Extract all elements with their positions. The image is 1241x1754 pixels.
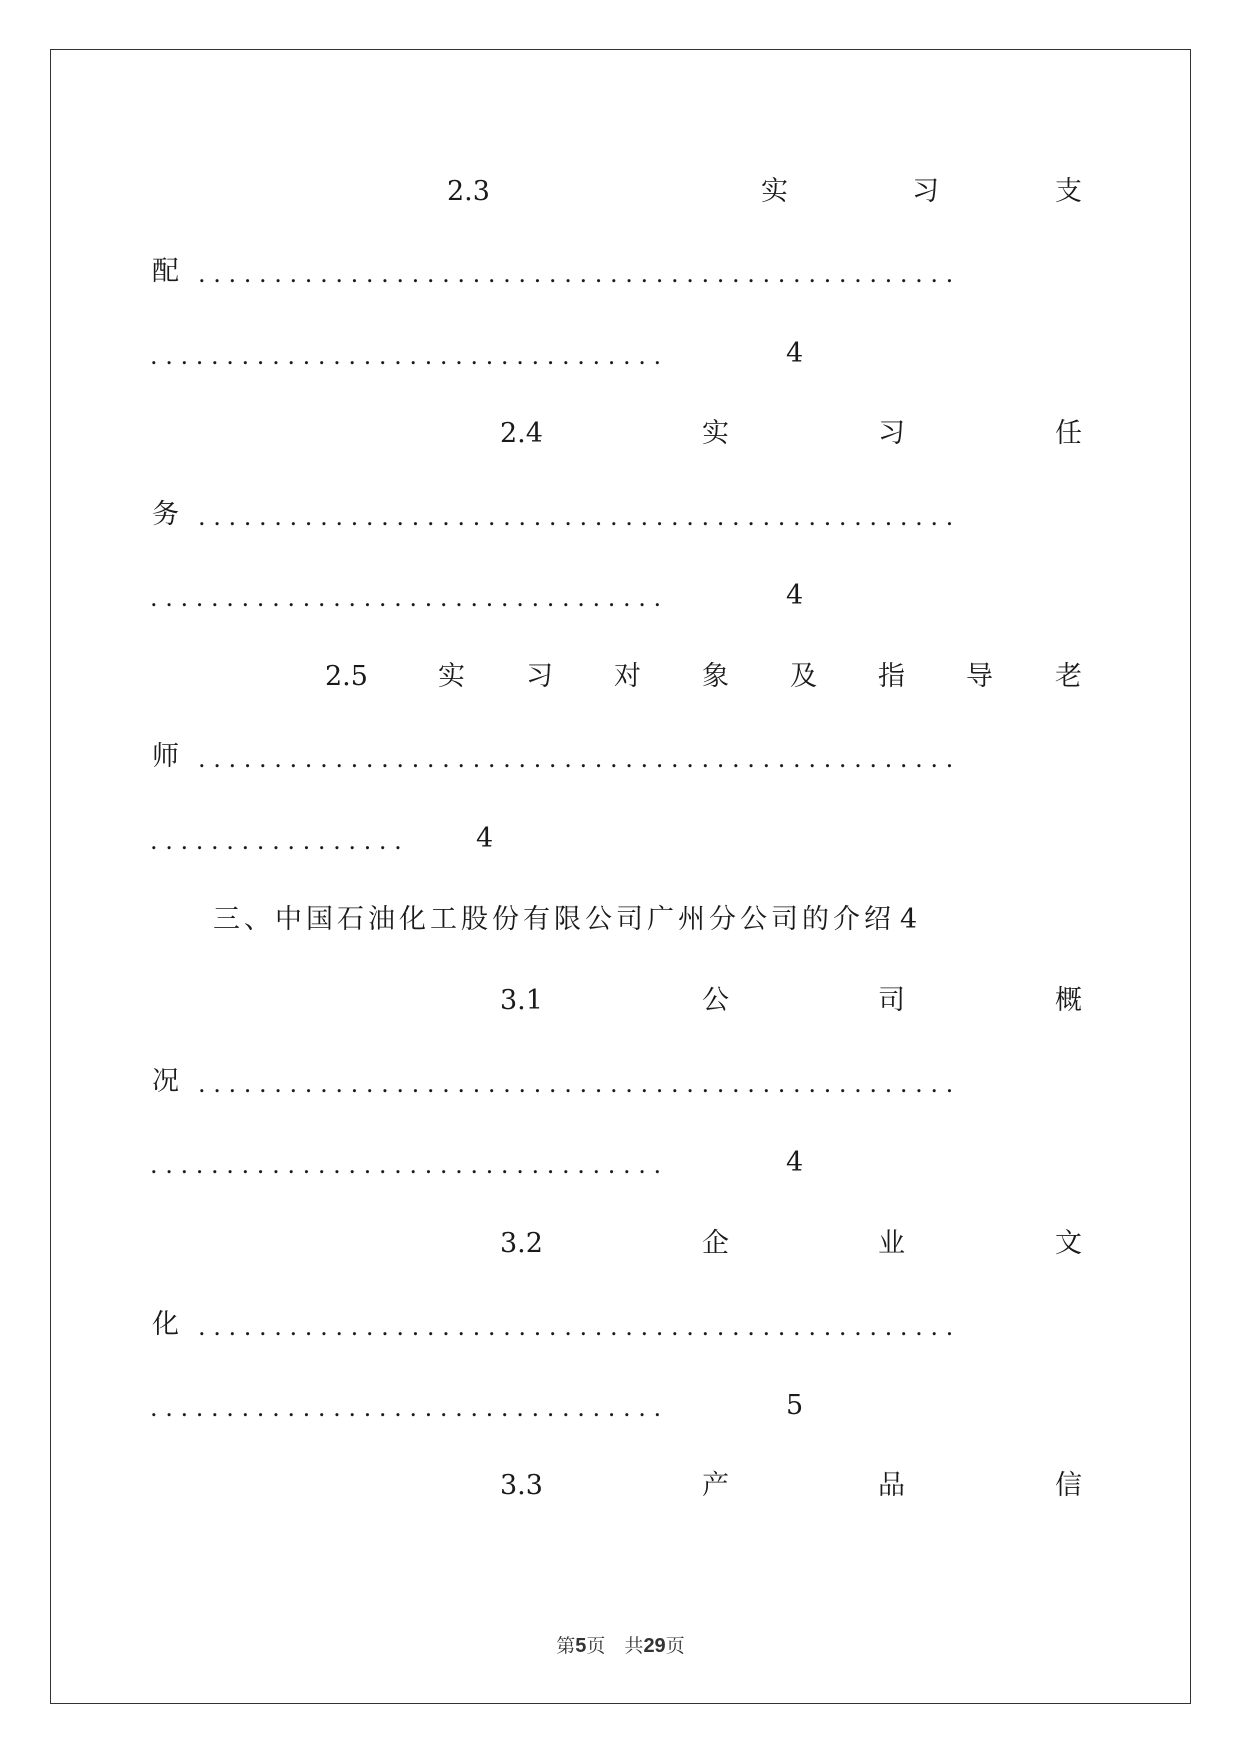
leader-dots: . . . . . . . . . . . . . . . . . . . . . . . . . . . . . . . . . . bbox=[150, 1151, 662, 1179]
leader-dots: . . . . . . . . . . . . . . . . . . . . . . . . . . . . . . . . . . . . . . . . . . . . . . . . . . bbox=[198, 745, 954, 773]
toc-number: 2.4 bbox=[500, 418, 543, 449]
leader-dots: . . . . . . . . . . . . . . . . . . . . . . . . . . . . . . . . . . . . . . . . . . . . . . . . . . bbox=[198, 503, 954, 531]
footer-mid: 页 共 bbox=[586, 1636, 644, 1657]
toc-title-char: 务 bbox=[152, 499, 179, 530]
toc-page-number: 5 bbox=[786, 1390, 804, 1421]
toc-title-char: 支 bbox=[1055, 176, 1082, 207]
leader-dots: . . . . . . . . . . . . . . . . . . . . . . . . . . . . . . . . . . . . . . . . . . . . . . . . . . bbox=[198, 1070, 954, 1098]
page-footer bbox=[0, 1631, 1241, 1658]
toc-title-char: 产 bbox=[702, 1470, 729, 1501]
footer-prefix: 第 bbox=[556, 1636, 576, 1657]
leader-dots: . . . . . . . . . . . . . . . . . . . . . . . . . . . . . . . . . . . . . . . . . . . . . . . . . . bbox=[198, 1313, 954, 1341]
toc-title-char: 配 bbox=[152, 256, 179, 287]
toc-title-char: 习 bbox=[912, 176, 939, 207]
toc-title-char: 公 bbox=[702, 985, 729, 1016]
footer-total-pages: 29 bbox=[643, 1635, 666, 1657]
leader-dots: . . . . . . . . . . . . . . . . . . . . . . . . . . . . . . . . . . . . . . . . . . . . . . . . . . bbox=[198, 260, 954, 288]
toc-page-number: 4 bbox=[476, 823, 494, 854]
toc-title-char: 实 bbox=[702, 418, 729, 449]
toc-number: 3.2 bbox=[500, 1228, 543, 1259]
toc-title-char: 实 bbox=[438, 661, 465, 692]
toc-title-char: 习 bbox=[526, 661, 553, 692]
toc-page-number: 4 bbox=[786, 338, 804, 369]
footer-current-page: 5 bbox=[575, 1635, 587, 1657]
toc-title-char: 化 bbox=[152, 1309, 179, 1340]
toc-title-char: 企 bbox=[702, 1228, 729, 1259]
toc-title-char: 指 bbox=[878, 661, 905, 692]
toc-page-number: 4 bbox=[900, 904, 918, 935]
toc-title-char: 导 bbox=[966, 661, 993, 692]
toc-number: 2.3 bbox=[447, 176, 490, 207]
leader-dots: . . . . . . . . . . . . . . . . . . . . . . . . . . . . . . . . . . bbox=[150, 584, 662, 612]
toc-title-char: 业 bbox=[878, 1228, 905, 1259]
toc-title-char: 对 bbox=[614, 661, 641, 692]
toc-number: 2.5 bbox=[325, 661, 368, 692]
toc-title-char: 信 bbox=[1055, 1470, 1082, 1501]
toc-number: 3.1 bbox=[500, 985, 543, 1016]
toc-title-char: 象 bbox=[702, 661, 729, 692]
toc-page-number: 4 bbox=[786, 580, 804, 611]
toc-title-char: 文 bbox=[1055, 1228, 1082, 1259]
toc-title-char: 况 bbox=[152, 1066, 179, 1097]
toc-title-char: 师 bbox=[152, 741, 179, 772]
page-border bbox=[50, 49, 1191, 1704]
leader-dots: . . . . . . . . . . . . . . . . . . . . . . . . . . . . . . . . . . bbox=[150, 1394, 662, 1422]
section-title: 三、中国石油化工股份有限公司广州分公司的介绍 bbox=[213, 904, 895, 935]
toc-page-number: 4 bbox=[786, 1147, 804, 1178]
toc-number: 3.3 bbox=[500, 1470, 543, 1501]
toc-title-char: 老 bbox=[1055, 661, 1082, 692]
toc-title-char: 品 bbox=[878, 1470, 905, 1501]
leader-dots: . . . . . . . . . . . . . . . . . bbox=[150, 827, 402, 855]
toc-title-char: 司 bbox=[878, 985, 905, 1016]
toc-title-char: 习 bbox=[878, 418, 905, 449]
leader-dots: . . . . . . . . . . . . . . . . . . . . . . . . . . . . . . . . . . bbox=[150, 342, 662, 370]
footer-suffix: 页 bbox=[665, 1636, 685, 1657]
toc-title-char: 概 bbox=[1055, 985, 1082, 1016]
toc-title-char: 实 bbox=[761, 176, 788, 207]
toc-title-char: 及 bbox=[790, 661, 817, 692]
toc-title-char: 任 bbox=[1055, 418, 1082, 449]
